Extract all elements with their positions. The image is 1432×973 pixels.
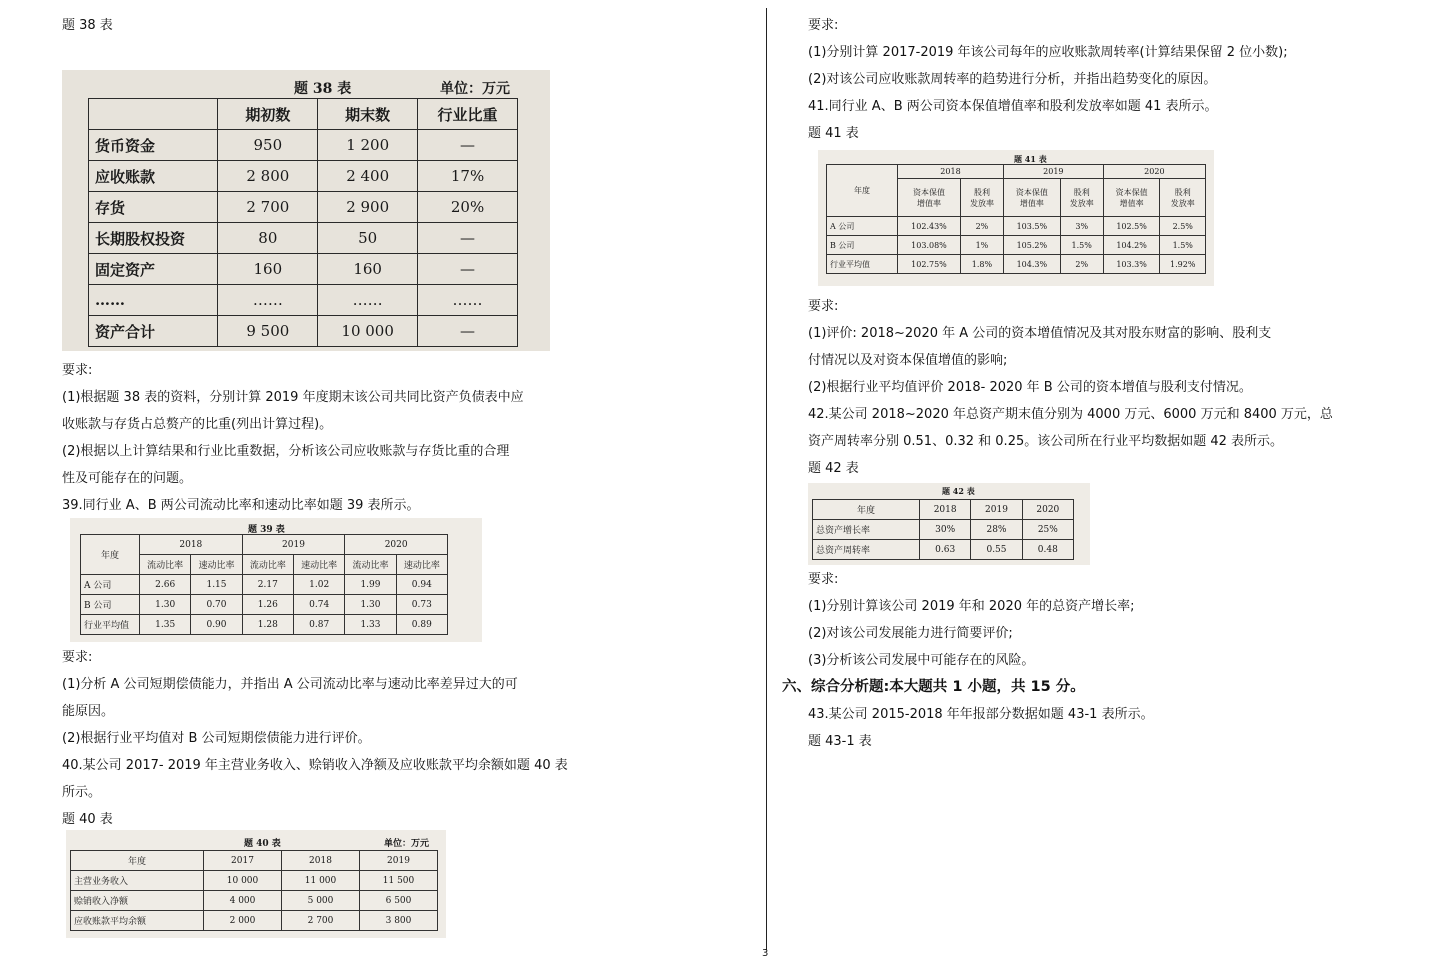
table-cell: 102.5%	[1103, 217, 1160, 236]
subheader-line: 股利	[973, 187, 990, 197]
q41-item-2: (2)根据行业平均值评价 2018- 2020 年 B 公司的资本增值与股利支付情况。	[808, 380, 1252, 395]
table-header-row	[71, 851, 438, 871]
table-header-cell	[898, 179, 961, 217]
table-cell: 9 500	[218, 316, 318, 347]
subheader-line: 增值率	[1119, 198, 1144, 208]
table-header-cell: 2019	[1003, 165, 1103, 179]
table-42	[812, 499, 1074, 560]
table-row	[89, 223, 518, 254]
table-40-label: 题 40 表	[62, 812, 113, 827]
table-cell: 1.28	[242, 615, 293, 635]
table-cell: 1.5%	[1060, 236, 1103, 255]
table-cell: 0.74	[293, 595, 344, 615]
q38-item-1-line-2: 收账款与存货占总赘产的比重(列出计算过程)。	[62, 417, 333, 432]
subheader-line: 资本保值	[1015, 187, 1048, 197]
table-header-row	[827, 165, 1206, 179]
table-cell: 160	[218, 254, 318, 285]
table-header-cell: 2019	[971, 500, 1022, 520]
table-header-cell: 速动比率	[293, 555, 344, 575]
table-header-cell	[1060, 179, 1103, 217]
table-header-cell: 2017	[204, 851, 282, 871]
table-39-title: 题 39 表	[248, 525, 285, 535]
table-cell: 104.3%	[1003, 255, 1060, 274]
table-41-label: 题 41 表	[808, 126, 859, 141]
q40-requirement-label: 要求:	[808, 18, 839, 33]
table-38	[88, 98, 518, 347]
table-cell: 0.70	[191, 595, 242, 615]
table-cell: 1.33	[345, 615, 396, 635]
q42-item-2: (2)对该公司发展能力进行简要评价;	[808, 626, 1013, 641]
table-cell: —	[418, 316, 518, 347]
table-cell: 1.26	[242, 595, 293, 615]
table-cell: 0.55	[971, 540, 1022, 560]
table-row	[89, 316, 518, 347]
row-label: 固定资产	[89, 254, 218, 285]
table-41-title: 题 41 表	[1014, 154, 1047, 164]
row-label: 行业平均值	[827, 255, 898, 274]
q39-item-1-line-2: 能原因。	[62, 704, 115, 719]
table-cell: 1%	[960, 236, 1003, 255]
table-header-cell: 速动比率	[191, 555, 242, 575]
table-row	[827, 236, 1206, 255]
table-header-cell: 2018	[282, 851, 360, 871]
row-label: A 公司	[827, 217, 898, 236]
row-label: 货币资金	[89, 130, 218, 161]
q40-item-2: (2)对该公司应收账款周转率的趋势进行分析，并指出趋势变化的原因。	[808, 72, 1217, 87]
table-header-cell: 2018	[920, 500, 971, 520]
table-cell: 80	[218, 223, 318, 254]
table-row	[89, 192, 518, 223]
table-cell: ……	[318, 285, 418, 316]
q40-item-1: (1)分别计算 2017-2019 年该公司每年的应收账款周转率(计算结果保留 2 位小数);	[808, 45, 1288, 60]
subheader-line: 资本保值	[1115, 187, 1148, 197]
q39-item-2: (2)根据行业平均值对 B 公司短期偿债能力进行评价。	[62, 731, 371, 746]
q38-item-2-line-2: 性及可能存在的问题。	[62, 471, 193, 486]
table-row	[89, 254, 518, 285]
table-cell: 1.92%	[1160, 255, 1206, 274]
table-header-cell: 期初数	[218, 99, 318, 130]
q41-item-1-line-2: 付情况以及对资本保值增值的影响;	[808, 353, 1008, 368]
question-42-line-1: 42.某公司 2018~2020 年总资产期末值分别为 4000 万元、6000 万元和 8400 万元，总	[808, 407, 1333, 422]
row-label: 长期股权投资	[89, 223, 218, 254]
row-label: B 公司	[827, 236, 898, 255]
table-row	[89, 130, 518, 161]
table-header-row	[89, 99, 518, 130]
table-39	[80, 534, 448, 635]
question-41: 41.同行业 A、B 两公司资本保值增值率和股利发放率如题 41 表所示。	[808, 99, 1218, 114]
table-row	[71, 911, 438, 931]
table-row	[81, 595, 448, 615]
q38-item-1-line-1: (1)根据题 38 表的资料，分别计算 2019 年度期末该公司共同比资产负债表中应	[62, 390, 524, 405]
question-43: 43.某公司 2015-2018 年年报部分数据如题 43-1 表所示。	[808, 707, 1154, 722]
table-cell: 0.87	[293, 615, 344, 635]
section-6-heading: 六、综合分析题:本大题共 1 小题，共 15 分。	[782, 679, 1085, 695]
table-cell: 2.17	[242, 575, 293, 595]
table-cell: 5 000	[282, 891, 360, 911]
q41-requirement-label: 要求:	[808, 299, 839, 314]
row-label: 应收账款	[89, 161, 218, 192]
table-cell: 20%	[418, 192, 518, 223]
table-cell: 1.8%	[960, 255, 1003, 274]
table-header-cell: 流动比率	[345, 555, 396, 575]
table-header-cell: 流动比率	[242, 555, 293, 575]
table-row	[827, 255, 1206, 274]
table-cell: 1.99	[345, 575, 396, 595]
subheader-line: 股利	[1174, 187, 1191, 197]
table-cell: 103.08%	[898, 236, 961, 255]
table-header-cell	[89, 99, 218, 130]
table-cell: 2 000	[204, 911, 282, 931]
table-42-image	[808, 483, 1090, 565]
row-label: ……	[89, 285, 218, 316]
subheader-line: 资本保值	[912, 187, 945, 197]
table-header-cell	[1003, 179, 1060, 217]
subheader-line: 发放率	[1170, 198, 1195, 208]
row-label: 行业平均值	[81, 615, 140, 635]
table-40-title: 题 40 表	[244, 839, 281, 849]
table-header-cell: 年度	[71, 851, 204, 871]
table-cell: 2%	[1060, 255, 1103, 274]
question-40-line-2: 所示。	[62, 785, 102, 800]
table-header-cell: 年度	[81, 535, 140, 575]
table-cell: 0.48	[1022, 540, 1073, 560]
table-38-label: 题 38 表	[62, 18, 113, 33]
table-40-image	[66, 830, 446, 938]
table-cell: 2 700	[218, 192, 318, 223]
table-cell: 0.94	[396, 575, 447, 595]
subheader-line: 增值率	[916, 198, 941, 208]
subheader-line: 发放率	[1069, 198, 1094, 208]
table-cell: 3%	[1060, 217, 1103, 236]
table-row	[71, 891, 438, 911]
table-cell: 0.90	[191, 615, 242, 635]
table-cell: 28%	[971, 520, 1022, 540]
q42-item-3: (3)分析该公司发展中可能存在的风险。	[808, 653, 1035, 668]
table-cell: —	[418, 130, 518, 161]
table-cell: 1.30	[345, 595, 396, 615]
table-cell: 2 700	[282, 911, 360, 931]
table-cell: 11 000	[282, 871, 360, 891]
table-header-cell: 年度	[813, 500, 920, 520]
row-label: B 公司	[81, 595, 140, 615]
question-39: 39.同行业 A、B 两公司流动比率和速动比率如题 39 表所示。	[62, 498, 420, 513]
table-42-title: 题 42 表	[942, 486, 975, 496]
table-header-cell: 2020	[345, 535, 448, 555]
subheader-line: 发放率	[969, 198, 994, 208]
table-cell: 11 500	[360, 871, 438, 891]
table-cell: 25%	[1022, 520, 1073, 540]
table-header-cell: 2020	[1103, 165, 1205, 179]
table-cell: 102.43%	[898, 217, 961, 236]
q42-item-1: (1)分别计算该公司 2019 年和 2020 年的总资产增长率;	[808, 599, 1135, 614]
row-label: 赊销收入净额	[71, 891, 204, 911]
table-header-cell: 速动比率	[396, 555, 447, 575]
table-42-label: 题 42 表	[808, 461, 859, 476]
subheader-line: 股利	[1073, 187, 1090, 197]
table-cell: 1 200	[318, 130, 418, 161]
row-label: A 公司	[81, 575, 140, 595]
table-header-cell: 期末数	[318, 99, 418, 130]
table-cell: —	[418, 254, 518, 285]
table-cell: 1.5%	[1160, 236, 1206, 255]
row-label: 总资产周转率	[813, 540, 920, 560]
table-cell: 1.30	[140, 595, 191, 615]
table-38-image	[62, 70, 550, 351]
table-row	[81, 615, 448, 635]
q39-requirement-label: 要求:	[62, 650, 93, 665]
table-cell: 1.02	[293, 575, 344, 595]
table-cell: 2.5%	[1160, 217, 1206, 236]
table-cell: 1.35	[140, 615, 191, 635]
table-row	[89, 285, 518, 316]
table-41	[826, 164, 1206, 274]
table-header-cell	[960, 179, 1003, 217]
table-cell: 0.63	[920, 540, 971, 560]
question-42-line-2: 资产周转率分别 0.51、0.32 和 0.25。该公司所在行业平均数据如题 42 表所示。	[808, 434, 1284, 449]
table-40	[70, 850, 438, 931]
table-cell: 10 000	[204, 871, 282, 891]
table-header-cell: 2019	[360, 851, 438, 871]
subheader-line: 增值率	[1019, 198, 1044, 208]
table-row	[71, 871, 438, 891]
table-cell: 10 000	[318, 316, 418, 347]
table-cell: 0.89	[396, 615, 447, 635]
table-43-1-label: 题 43-1 表	[808, 734, 872, 749]
table-cell: 950	[218, 130, 318, 161]
table-cell: 2 900	[318, 192, 418, 223]
question-40-line-1: 40.某公司 2017- 2019 年主营业务收入、赊销收入净额及应收账款平均余额如题 40 表	[62, 758, 568, 773]
table-header-cell	[1160, 179, 1206, 217]
table-cell: 104.2%	[1103, 236, 1160, 255]
table-cell: 103.5%	[1003, 217, 1060, 236]
page-number: 3	[762, 948, 769, 959]
table-header-cell: 行业比重	[418, 99, 518, 130]
table-cell: —	[418, 223, 518, 254]
q38-item-2-line-1: (2)根据以上计算结果和行业比重数据，分析该公司应收账款与存货比重的合理	[62, 444, 510, 459]
table-39-image	[70, 518, 482, 642]
table-header-cell: 2018	[898, 165, 1004, 179]
table-cell: 102.75%	[898, 255, 961, 274]
q39-item-1-line-1: (1)分析 A 公司短期偿债能力，并指出 A 公司流动比率与速动比率差异过大的可	[62, 677, 518, 692]
row-label: 总资产增长率	[813, 520, 920, 540]
table-header-row	[813, 500, 1074, 520]
table-cell: 50	[318, 223, 418, 254]
table-row	[89, 161, 518, 192]
table-header-cell: 流动比率	[140, 555, 191, 575]
table-header-cell	[1103, 179, 1160, 217]
table-row	[81, 575, 448, 595]
table-cell: 2%	[960, 217, 1003, 236]
q41-item-1-line-1: (1)评价: 2018~2020 年 A 公司的资本增值情况及其对股东财富的影响、股利支	[808, 326, 1272, 341]
table-cell: 2.66	[140, 575, 191, 595]
table-cell: 2 400	[318, 161, 418, 192]
table-41-image	[818, 150, 1214, 286]
table-row	[813, 540, 1074, 560]
table-cell: 1.15	[191, 575, 242, 595]
q38-requirement-label: 要求:	[62, 363, 93, 378]
table-row	[813, 520, 1074, 540]
table-header-cell: 2019	[242, 535, 345, 555]
table-cell: 4 000	[204, 891, 282, 911]
row-label: 存货	[89, 192, 218, 223]
table-header-row	[81, 535, 448, 555]
table-cell: 160	[318, 254, 418, 285]
table-40-unit: 单位：万元	[384, 839, 430, 849]
row-label: 应收账款平均余额	[71, 911, 204, 931]
table-row	[827, 217, 1206, 236]
table-cell: 17%	[418, 161, 518, 192]
table-38-title: 题 38 表	[294, 81, 352, 97]
column-divider	[766, 8, 767, 950]
table-header-cell: 年度	[827, 165, 898, 217]
row-label: 资产合计	[89, 316, 218, 347]
table-38-unit: 单位：万元	[440, 81, 510, 97]
q42-requirement-label: 要求:	[808, 572, 839, 587]
table-cell: 105.2%	[1003, 236, 1060, 255]
table-cell: 3 800	[360, 911, 438, 931]
table-header-cell: 2018	[140, 535, 243, 555]
table-cell: 2 800	[218, 161, 318, 192]
table-cell: ……	[418, 285, 518, 316]
table-cell: 6 500	[360, 891, 438, 911]
table-cell: 0.73	[396, 595, 447, 615]
table-header-cell: 2020	[1022, 500, 1073, 520]
table-cell: 103.3%	[1103, 255, 1160, 274]
table-cell: ……	[218, 285, 318, 316]
table-cell: 30%	[920, 520, 971, 540]
row-label: 主营业务收入	[71, 871, 204, 891]
